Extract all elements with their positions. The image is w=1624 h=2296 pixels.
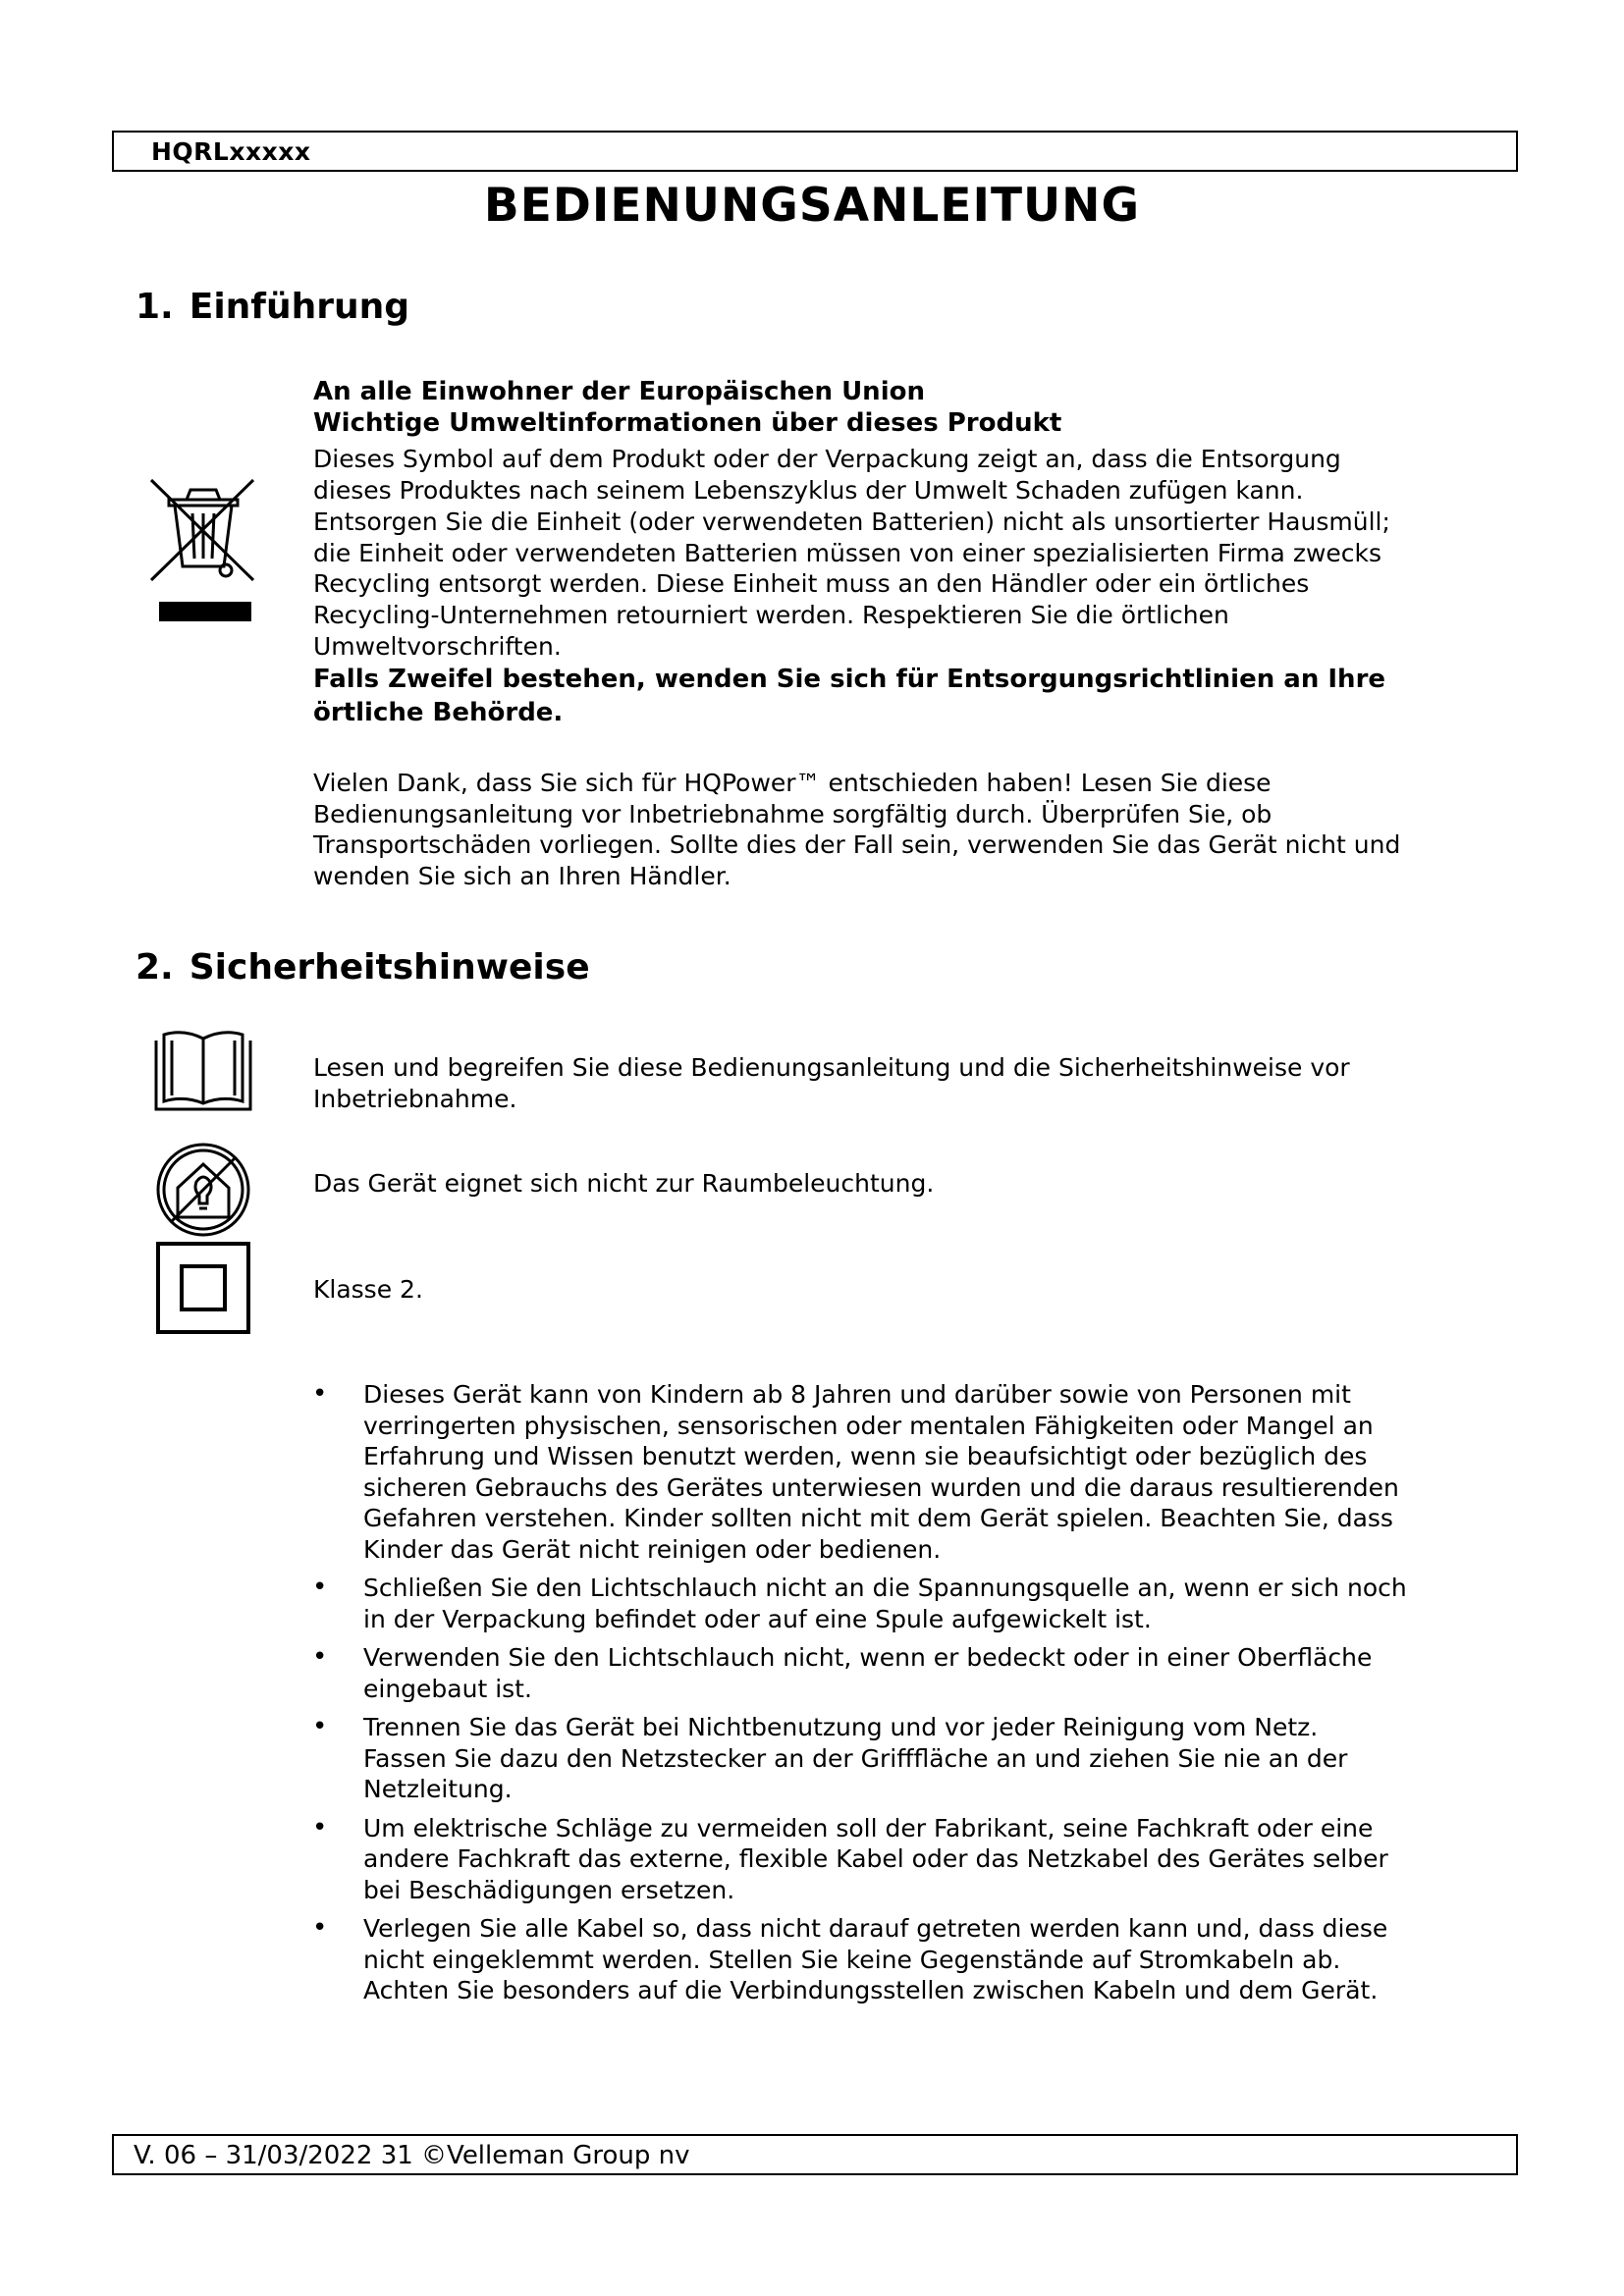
list-item: • Verwenden Sie den Lichtschlauch nicht, wenn er bedeckt oder in einer Oberfläche eingebaut ist. <box>312 1642 1490 1704</box>
section-1-number: 1. <box>135 287 174 327</box>
thanks-line: wenden Sie sich an Ihren Händler. <box>313 862 731 890</box>
disposal-note-line: Falls Zweifel bestehen, wenden Sie sich für Entsorgungsrichtlinien an Ihre <box>313 665 1386 694</box>
document-title: BEDIENUNGSANLEITUNG <box>483 179 1141 233</box>
model-label: HQRLxxxxx <box>151 137 311 166</box>
crossed-out-wheelie-bin-icon <box>147 476 260 637</box>
section-2-heading <box>135 947 590 988</box>
no-household-lighting-icon <box>152 1139 254 1245</box>
safety-bullet-list <box>312 1379 1490 2014</box>
section-2-number: 2. <box>135 947 174 988</box>
class-2-double-square-icon <box>155 1241 251 1339</box>
thanks-line: Vielen Dank, dass Sie sich für HQPower™ entschieden haben! Lesen Sie diese <box>313 769 1272 797</box>
section-2-title: Sicherheitshinweise <box>189 947 590 988</box>
weee-line: Entsorgen Sie die Einheit (oder verwendeten Batterien) nicht als unsortierter Hausmüll; <box>313 507 1390 536</box>
list-item: • Um elektrische Schläge zu vermeiden soll der Fabrikant, seine Fachkraft oder eine andere Fachkraft das externe, flexible Kabel oder das Netzkabel des Gerätes selber bei Beschädigungen ersetzen. <box>312 1813 1490 1906</box>
header-box <box>112 131 1518 172</box>
list-item: • Trennen Sie das Gerät bei Nichtbenutzung und vor jeder Reinigung vom Netz. Fassen Sie dazu den Netzstecker an der Grifffläche an und ziehen Sie nie an der Netzleitung. <box>312 1712 1490 1805</box>
section-1-heading <box>135 287 409 327</box>
weee-line: dieses Produktes nach seinem Lebenszyklus der Umwelt Schaden zufügen kann. <box>313 476 1304 505</box>
list-item: • Schließen Sie den Lichtschlauch nicht an die Spannungsquelle an, wenn er sich noch in der Verpackung befindet oder auf eine Spule aufgewickelt ist. <box>312 1573 1490 1634</box>
no-room-lighting-text: Das Gerät eignet sich nicht zur Raumbeleuchtung. <box>313 1169 935 1198</box>
weee-line: Recycling-Unternehmen retourniert werden. Respektieren Sie die örtlichen <box>313 601 1229 629</box>
weee-line: die Einheit oder verwendeten Batterien müssen von einer spezialisierten Firma zwecks <box>313 539 1382 567</box>
class-2-text: Klasse 2. <box>313 1275 423 1304</box>
thanks-line: Transportschäden vorliegen. Sollte dies der Fall sein, verwenden Sie das Gerät nicht und <box>313 830 1401 859</box>
weee-line: Dieses Symbol auf dem Produkt oder der Verpackung zeigt an, dass die Entsorgung <box>313 445 1341 473</box>
disposal-note-line: örtliche Behörde. <box>313 698 564 727</box>
footer-box <box>112 2134 1518 2175</box>
footer-text: V. 06 – 31/03/2022 31 ©Velleman Group nv <box>134 2141 690 2170</box>
weee-line: Recycling entsorgt werden. Diese Einheit muss an den Händler oder ein örtliches <box>313 569 1310 598</box>
read-manual-line: Inbetriebnahme. <box>313 1085 517 1113</box>
eu-residents-heading: An alle Einwohner der Europäischen Union <box>313 377 925 406</box>
read-manual-line: Lesen und begreifen Sie diese Bedienungsanleitung und die Sicherheitshinweise vor <box>313 1053 1350 1082</box>
weee-line: Umweltvorschriften. <box>313 632 562 661</box>
list-item: • Dieses Gerät kann von Kindern ab 8 Jahren und darüber sowie von Personen mit verringerten physischen, sensorischen oder mentalen Fähigkeiten oder Mangel an Erfahrung und Wissen benutzt werden, wenn sie beaufsichtigt oder bezüglich des sicheren Gebrauchs des Gerätes unterwiesen wurden und die daraus resultierenden Gefahren verstehen. Kinder sollten nicht mit dem Gerät spielen. Beachten Sie, dass Kinder das Gerät nicht reinigen oder bedienen. <box>312 1379 1490 1565</box>
list-item: • Verlegen Sie alle Kabel so, dass nicht darauf getreten werden kann und, dass diese nicht eingeklemmt werden. Stellen Sie keine Gegenstände auf Stromkabeln ab. Achten Sie besonders auf die Verbindungsstellen zwischen Kabeln und dem Gerät. <box>312 1913 1490 2006</box>
environment-info-heading: Wichtige Umweltinformationen über dieses Produkt <box>313 408 1062 438</box>
thanks-line: Bedienungsanleitung vor Inbetriebnahme sorgfältig durch. Überprüfen Sie, ob <box>313 800 1272 828</box>
section-1-title: Einführung <box>189 287 409 327</box>
open-book-manual-icon <box>152 1031 254 1119</box>
